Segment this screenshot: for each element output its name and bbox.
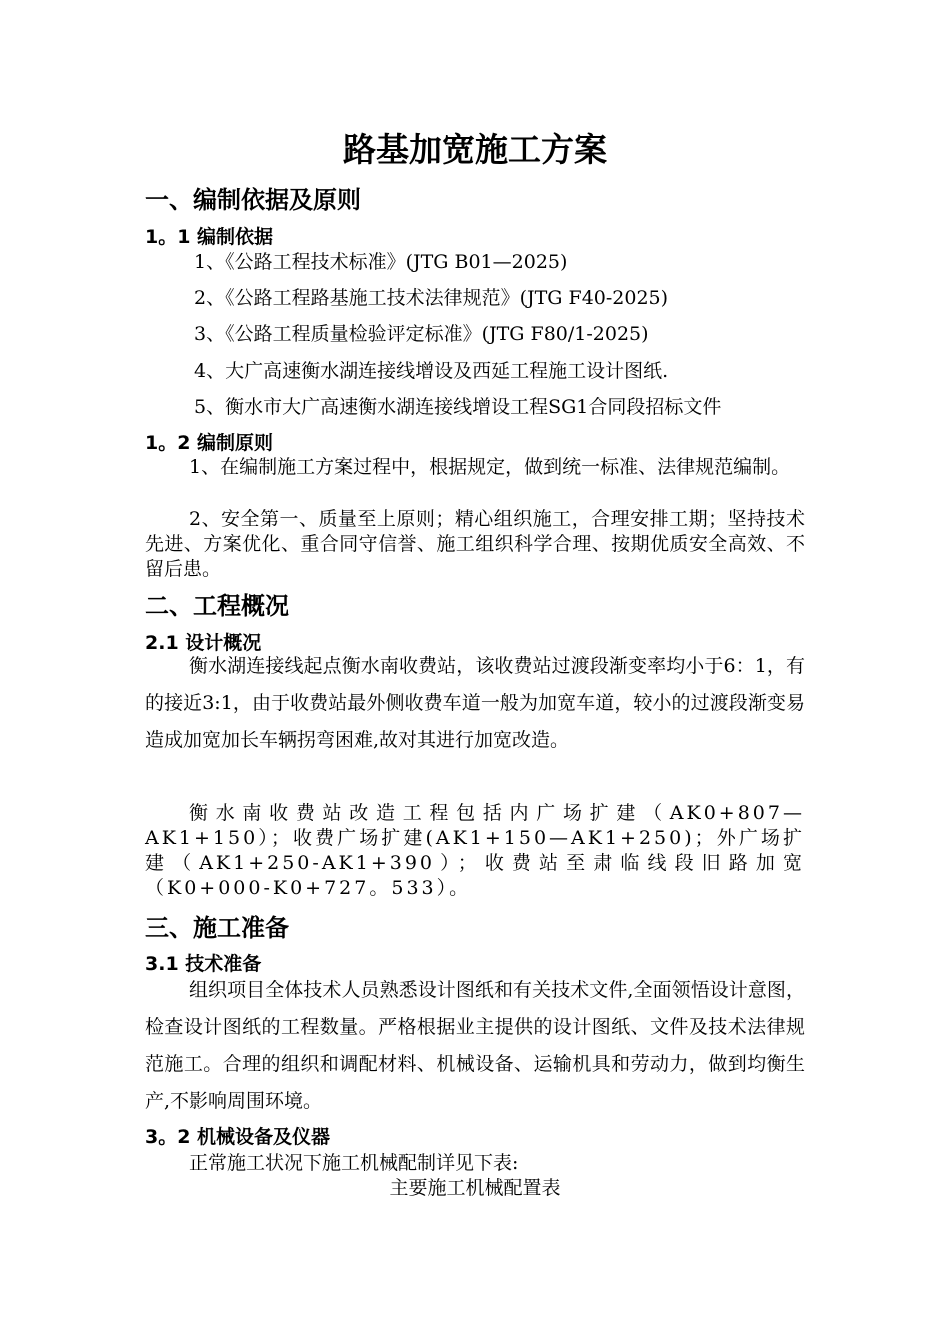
subsection-heading-1-1: 1。1 编制依据 <box>145 226 274 248</box>
section-heading-1: 一、编制依据及原则 <box>145 186 361 214</box>
principle-paragraph-1: 1、在编制施工方案过程中，根据规定，做到统一标准、法律规范编制。 <box>189 456 791 478</box>
basis-item-2: 2、《公路工程路基施工技术法律规范》(JTG F40-2025) <box>194 287 669 309</box>
basis-item-5: 5、衡水市大广高速衡水湖连接线增设工程SG1合同段招标文件 <box>194 396 722 418</box>
subsection-heading-3-2: 3。2 机械设备及仪器 <box>145 1126 331 1148</box>
design-overview-paragraph-1: 衡水湖连接线起点衡水南收费站，该收费站过渡段渐变率均小于6：1，有的接近3:1，由于收费站最外侧收费车道一般为加宽车道，较小的过渡段渐变易造成加宽加长车辆拐弯困难,故对其进行加宽改造。 <box>145 655 805 751</box>
subsection-heading-3-1: 3.1 技术准备 <box>145 953 262 975</box>
basis-item-1: 1、《公路工程技术标准》(JTG B01—2025) <box>194 251 568 273</box>
section-heading-2: 二、工程概况 <box>145 592 289 620</box>
table-caption: 主要施工机械配置表 <box>389 1177 561 1199</box>
section-heading-3: 三、施工准备 <box>145 914 289 942</box>
equipment-intro: 正常施工状况下施工机械配制详见下表: <box>189 1152 519 1174</box>
basis-item-3: 3、《公路工程质量检验评定标准》(JTG F80/1-2025) <box>194 323 649 345</box>
technical-preparation-paragraph: 组织项目全体技术人员熟悉设计图纸和有关技术文件,全面领悟设计意图，检查设计图纸的工程数量。严格根据业主提供的设计图纸、文件及技术法律规范施工。合理的组织和调配材料、机械设备、运输机具和劳动力，做到均衡生产,不影响周围环境。 <box>145 979 805 1112</box>
basis-item-4: 4、大广高速衡水湖连接线增设及西延工程施工设计图纸. <box>194 360 669 382</box>
principle-paragraph-2: 2、安全第一、质量至上原则；精心组织施工，合理安排工期；坚持技术先进、方案优化、重合同守信誉、施工组织科学合理、按期优质安全高效、不留后患。 <box>145 508 805 580</box>
subsection-heading-2-1: 2.1 设计概况 <box>145 632 262 654</box>
subsection-heading-1-2: 1。2 编制原则 <box>145 432 274 454</box>
document-title: 路基加宽施工方案 <box>343 130 607 169</box>
design-overview-paragraph-2: 衡水南收费站改造工程包括内广场扩建（AK0+807—AK1+150）；收费广场扩建(AK1+150—AK1+250)；外广场扩建（AK1+250-AK1+390）；收费站至肃临线段旧路加宽（K0+000-K0+727。533）。 <box>145 802 805 899</box>
